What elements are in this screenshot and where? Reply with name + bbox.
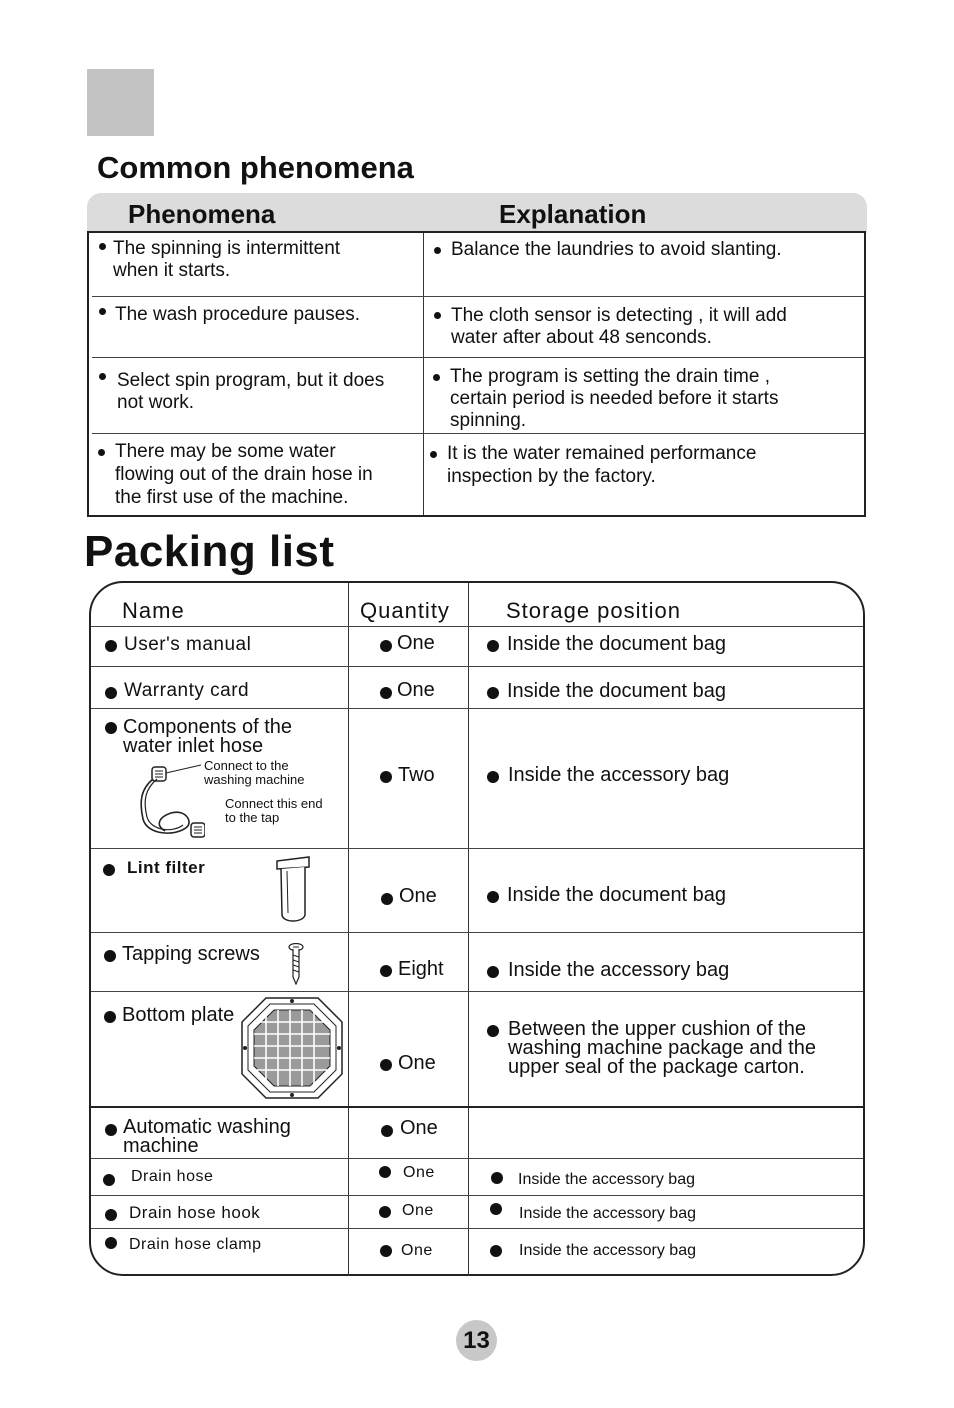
lint-filter-icon bbox=[273, 855, 313, 925]
bullet-icon bbox=[103, 1174, 115, 1186]
bullet-icon bbox=[381, 1125, 393, 1137]
bullet-icon bbox=[99, 373, 106, 380]
row-divider bbox=[91, 1106, 863, 1108]
common-phenomena-heading: Common phenomena bbox=[97, 150, 414, 185]
row-divider bbox=[91, 626, 863, 627]
col-phenomena-label: Phenomena bbox=[128, 199, 276, 229]
item-storage: Inside the accessory bag bbox=[508, 764, 730, 786]
phenomenon-text: There may be some water flowing out of the drain hose in the first use of the machine. bbox=[115, 441, 373, 508]
bullet-icon bbox=[380, 1245, 392, 1257]
row-divider bbox=[91, 1195, 863, 1196]
bullet-icon bbox=[99, 308, 106, 315]
item-storage: Inside the accessory bag bbox=[519, 1242, 696, 1259]
bullet-icon bbox=[104, 1011, 116, 1023]
col-storage-label: Storage position bbox=[506, 598, 681, 623]
screw-icon bbox=[288, 943, 304, 985]
bullet-icon bbox=[98, 449, 105, 456]
item-storage: Inside the accessory bag bbox=[518, 1171, 695, 1188]
item-name: Drain hose hook bbox=[129, 1203, 261, 1222]
item-quantity: One bbox=[399, 885, 437, 907]
row-divider bbox=[92, 433, 864, 434]
row-divider bbox=[91, 1228, 863, 1229]
bullet-icon bbox=[487, 966, 499, 978]
bullet-icon bbox=[487, 687, 499, 699]
item-quantity: One bbox=[400, 1117, 438, 1139]
explanation-text: Balance the laundries to avoid slanting. bbox=[451, 239, 782, 260]
item-quantity: One bbox=[397, 679, 435, 701]
col-name-label: Name bbox=[122, 598, 185, 623]
bullet-icon bbox=[380, 687, 392, 699]
bullet-icon bbox=[491, 1172, 503, 1184]
hose-tap-note: Connect this end to the tap bbox=[225, 796, 323, 825]
packing-list-heading: Packing list bbox=[84, 527, 335, 576]
bullet-icon bbox=[430, 451, 437, 458]
row-divider bbox=[91, 932, 863, 933]
item-name: User's manual bbox=[124, 634, 252, 655]
page-number: 13 bbox=[456, 1320, 497, 1361]
bullet-icon bbox=[380, 771, 392, 783]
row-divider bbox=[91, 991, 863, 992]
water-inlet-hose-icon bbox=[135, 761, 205, 843]
bullet-icon bbox=[380, 640, 392, 652]
bullet-icon bbox=[380, 965, 392, 977]
item-quantity: One bbox=[398, 1052, 436, 1074]
bullet-icon bbox=[105, 687, 117, 699]
bullet-icon bbox=[434, 247, 441, 254]
col-explanation-label: Explanation bbox=[499, 199, 647, 229]
bullet-icon bbox=[487, 891, 499, 903]
bullet-icon bbox=[105, 722, 117, 734]
column-divider bbox=[348, 583, 349, 1276]
bullet-icon bbox=[105, 1237, 117, 1249]
bullet-icon bbox=[487, 1025, 499, 1037]
hose-machine-note: Connect to the washing machine bbox=[204, 758, 305, 787]
item-name: Warranty card bbox=[124, 680, 250, 701]
bullet-icon bbox=[105, 640, 117, 652]
bullet-icon bbox=[433, 374, 440, 381]
bullet-icon bbox=[105, 1209, 117, 1221]
phenomena-column-divider bbox=[423, 233, 424, 515]
packing-table bbox=[89, 581, 865, 1276]
bullet-icon bbox=[487, 640, 499, 652]
item-name: Drain hose clamp bbox=[129, 1236, 262, 1253]
item-storage: Inside the document bag bbox=[507, 633, 727, 655]
explanation-text: It is the water remained performance inspection by the factory. bbox=[447, 443, 757, 487]
bullet-icon bbox=[381, 893, 393, 905]
column-divider bbox=[468, 583, 469, 1276]
section-marker-square bbox=[87, 69, 154, 136]
item-name: Tapping screws bbox=[122, 943, 260, 965]
item-quantity: One bbox=[397, 632, 435, 654]
bullet-icon bbox=[379, 1166, 391, 1178]
bullet-icon bbox=[104, 950, 116, 962]
item-name: Bottom plate bbox=[122, 1004, 235, 1026]
explanation-text: The cloth sensor is detecting , it will add water after about 48 senconds. bbox=[451, 305, 787, 348]
explanation-text: The program is setting the drain time , certain period is needed before it starts spinning. bbox=[450, 366, 779, 431]
item-storage: Inside the accessory bag bbox=[519, 1205, 696, 1222]
bullet-icon bbox=[99, 243, 106, 250]
item-quantity: Eight bbox=[398, 958, 444, 980]
phenomenon-text: The spinning is intermittent when it starts. bbox=[113, 238, 341, 281]
item-name: Drain hose bbox=[131, 1168, 214, 1185]
item-storage: Inside the accessory bag bbox=[508, 959, 730, 981]
item-quantity: One bbox=[401, 1242, 433, 1259]
bottom-plate-icon bbox=[240, 996, 344, 1100]
item-name: Lint filter bbox=[127, 858, 206, 877]
item-quantity: One bbox=[402, 1202, 434, 1219]
phenomenon-text: The wash procedure pauses. bbox=[115, 304, 361, 325]
item-storage: Inside the document bag bbox=[507, 884, 727, 906]
item-quantity: Two bbox=[398, 764, 435, 786]
col-quantity-label: Quantity bbox=[360, 598, 450, 623]
item-storage: Between the upper cushion of the washing machine package and the upper seal of the package carton. bbox=[508, 1018, 816, 1078]
row-divider bbox=[91, 848, 863, 849]
phenomena-table bbox=[87, 231, 866, 517]
row-divider bbox=[91, 666, 863, 667]
bullet-icon bbox=[434, 312, 441, 319]
bullet-icon bbox=[380, 1059, 392, 1071]
bullet-icon bbox=[487, 771, 499, 783]
bullet-icon bbox=[490, 1203, 502, 1215]
row-divider bbox=[91, 1158, 863, 1159]
bullet-icon bbox=[105, 1124, 117, 1136]
item-name: Components of the water inlet hose bbox=[123, 716, 292, 757]
bullet-icon bbox=[379, 1206, 391, 1218]
phenomenon-text: Select spin program, but it does not work. bbox=[117, 370, 385, 413]
item-quantity: One bbox=[403, 1164, 435, 1181]
phenomena-table-header bbox=[87, 193, 867, 233]
row-divider bbox=[92, 357, 864, 358]
bullet-icon bbox=[490, 1245, 502, 1257]
row-divider bbox=[91, 708, 863, 709]
item-storage: Inside the document bag bbox=[507, 680, 727, 702]
row-divider bbox=[92, 296, 864, 297]
bullet-icon bbox=[103, 864, 115, 876]
item-name: Automatic washing machine bbox=[123, 1116, 291, 1157]
